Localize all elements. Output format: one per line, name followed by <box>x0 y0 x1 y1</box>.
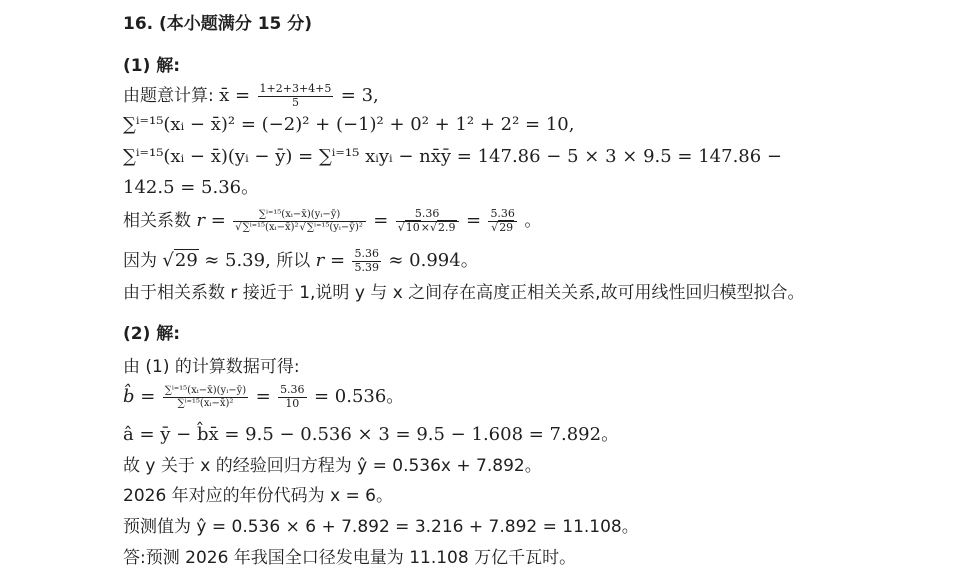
r-frac1-num: ∑ⁱ⁼¹⁵(xᵢ−x̄)(yᵢ−ȳ) <box>233 209 366 222</box>
part2-intro: 由 (1) 的计算数据可得: <box>123 357 300 377</box>
approx-fraction <box>352 248 381 274</box>
mean-rhs: = 3, <box>340 85 379 107</box>
b-frac2-den: 10 <box>285 396 300 410</box>
approx-result: ≈ 0.994。 <box>388 250 479 272</box>
r-frac1-den: √∑ⁱ⁼¹⁵(xᵢ−x̄)²√∑ⁱ⁼¹⁵(yᵢ−ȳ)² <box>235 221 363 233</box>
approx-r: r = <box>315 250 346 272</box>
year-code-line: 2026 年对应的年份代码为 x = 6。 <box>123 486 393 506</box>
mean-frac-den: 5 <box>291 95 299 109</box>
r-frac2-den-b: 2.9 <box>438 220 456 234</box>
mean-label: 由题意计算: <box>123 86 214 107</box>
sxx-line: ∑ⁱ⁼¹⁵(xᵢ − x̄)² = (−2)² + (−1)² + 0² + 1² + 2² = 10, <box>123 114 575 135</box>
mean-lhs: x̄ = <box>219 85 251 107</box>
answer-line: 答:预测 2026 年我国全口径发电量为 11.108 万亿千瓦时。 <box>123 548 577 568</box>
mean-fraction <box>258 83 334 109</box>
conclusion-line: 由于相关系数 r 接近于 1,说明 y 与 x 之间存在高度正相关关系,故可用线性回归模型拟合。 <box>123 283 805 303</box>
approx-frac-num: 5.36 <box>354 247 379 260</box>
approx-line <box>123 248 479 274</box>
correlation-line <box>123 208 541 234</box>
approx-sqrt-val: 29 <box>174 250 198 272</box>
b-frac1-num: ∑ⁱ⁼¹⁵(xᵢ−x̄)(yᵢ−ȳ) <box>164 385 247 397</box>
approx-mid: ≈ 5.39, <box>204 250 271 272</box>
r-fraction-3 <box>488 208 517 234</box>
r-frac3-den-val: 29 <box>499 220 514 234</box>
sxy-continuation: 142.5 = 5.36。 <box>123 177 260 198</box>
approx-label: 因为 <box>123 251 157 272</box>
b-fraction-1 <box>163 385 248 409</box>
part2-header: (2) 解: <box>123 324 181 344</box>
regression-equation-line: 故 y 关于 x 的经验回归方程为 ŷ = 0.536x + 7.892。 <box>123 456 542 476</box>
b-lhs: b̂ = <box>123 386 156 408</box>
mean-frac-num: 1+2+3+4+5 <box>259 82 332 95</box>
mean-line <box>123 83 379 109</box>
b-fraction-2 <box>278 384 307 410</box>
b-frac1-den: ∑ⁱ⁼¹⁵(xᵢ−x̄)² <box>177 397 234 409</box>
r-eq-1: = <box>373 210 389 232</box>
approx-frac-den: 5.39 <box>354 260 379 274</box>
r-fraction-2 <box>396 208 459 234</box>
approx-label-2: 所以 <box>276 251 311 272</box>
r-frac3-num: 5.36 <box>490 207 515 220</box>
r-frac1-den-b: ∑ⁱ⁼¹⁵(yᵢ−ȳ)² <box>306 221 363 233</box>
b-rhs: = 0.536。 <box>313 386 405 408</box>
approx-sqrt: √29 <box>162 250 198 272</box>
a-line: â = ȳ − b̂x̄ = 9.5 − 0.536 × 3 = 9.5 − 1.608 = 7.892。 <box>123 424 620 445</box>
r-frac2-den-a: 10 <box>405 220 420 234</box>
r-frac2-den: √10×√2.9 <box>397 220 456 234</box>
r-fraction-1 <box>233 209 366 233</box>
r-label: 相关系数 <box>123 211 191 232</box>
r-end: 。 <box>524 211 542 232</box>
r-frac1-den-a: ∑ⁱ⁼¹⁵(xᵢ−x̄)² <box>242 221 299 233</box>
part1-header: (1) 解: <box>123 56 181 76</box>
prediction-line: 预测值为 ŷ = 0.536 × 6 + 7.892 = 3.216 + 7.892 = 11.108。 <box>123 517 639 537</box>
b-frac2-num: 5.36 <box>280 383 305 396</box>
r-frac3-den: √29 <box>491 220 514 234</box>
r-eq-2: = <box>465 210 482 232</box>
r-var: r = <box>196 210 226 232</box>
sxy-line: ∑ⁱ⁼¹⁵(xᵢ − x̄)(yᵢ − ȳ) = ∑ⁱ⁼¹⁵ xᵢyᵢ − nx̄ȳ = 147.86 − 5 × 3 × 9.5 = 147.86 − <box>123 146 783 167</box>
problem-title: 16. (本小题满分 15 分) <box>123 14 313 34</box>
r-frac2-num: 5.36 <box>396 208 459 222</box>
b-line <box>123 384 404 410</box>
b-eq: = <box>255 386 271 408</box>
